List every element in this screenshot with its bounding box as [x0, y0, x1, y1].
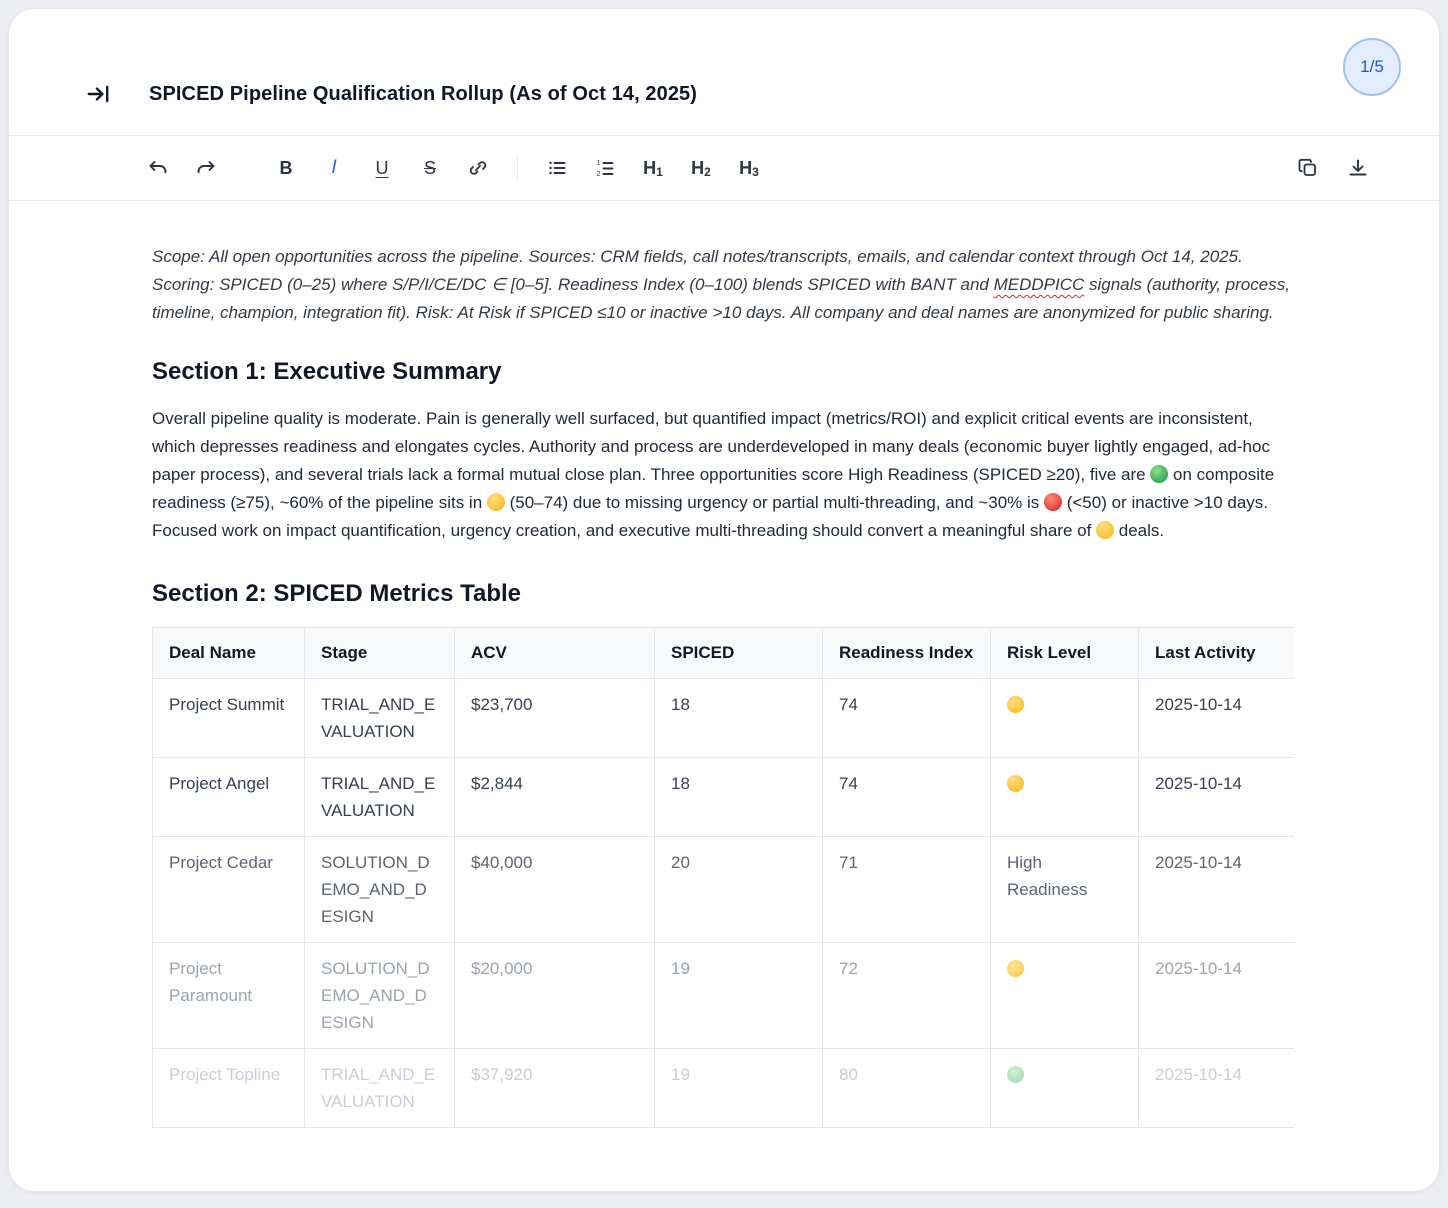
last-activity-cell: 2025-10-14	[1139, 679, 1295, 758]
text-run: deals.	[1114, 521, 1165, 540]
green-circle-emoji	[1150, 465, 1168, 483]
deal-name-cell: Project Angel	[153, 758, 305, 837]
spiced-cell: 18	[655, 679, 823, 758]
red-circle-emoji	[1044, 493, 1062, 511]
bold-button[interactable]: B	[267, 149, 305, 187]
risk-level-cell	[991, 679, 1139, 758]
column-header: Last Activity	[1139, 628, 1295, 679]
acv-cell: $2,844	[455, 758, 655, 837]
yellow-circle-emoji	[1007, 696, 1024, 713]
copy-icon	[1297, 157, 1319, 179]
section1-heading: Section 1: Executive Summary	[152, 358, 502, 385]
redo-icon	[195, 157, 217, 179]
text-run: (<50) or inactive >10 days. Focused work on impact quantification, urgency creation, and executive multi-threading should convert a meaningful share of	[152, 493, 1269, 540]
misspelled-word: MEDDPICC	[993, 275, 1085, 294]
deal-name-cell: Project Cedar	[153, 837, 305, 943]
acv-cell: $37,920	[455, 1049, 655, 1128]
heading1-button[interactable]: H 1	[634, 149, 672, 187]
readiness-cell: 74	[823, 679, 991, 758]
spiced-cell: 19	[655, 943, 823, 1049]
stage-cell: TRIAL_AND_EVALUATION	[305, 1049, 455, 1128]
spiced-cell: 20	[655, 837, 823, 943]
risk-level-cell	[991, 758, 1139, 837]
italic-button[interactable]: I	[315, 149, 353, 187]
spiced-metrics-table	[152, 627, 1294, 1128]
text-run: Scope: All open opportunities across the pipeline. Sources: CRM fields, call notes/transcripts, emails, and calendar context through Oct 14, 2025. Scoring: SPICED (0–25) where S/P/I/CE/DC ∈ [0–5]. Readiness Index (0–100) blends SPICED with BANT and	[152, 247, 1243, 294]
document-title: SPICED Pipeline Qualification Rollup (As of Oct 14, 2025)	[149, 82, 698, 105]
text-run: on composite readiness (≥75), ~60% of the pipeline sits in	[152, 465, 1275, 512]
column-header: Readiness Index	[823, 628, 991, 679]
text-run: (50–74) due to missing urgency or partial multi-threading, and ~30% is	[504, 493, 1044, 512]
spiced-cell: 18	[655, 758, 823, 837]
page-indicator-badge[interactable]: 1/5	[1343, 38, 1401, 96]
table-row	[153, 837, 1295, 943]
column-header: SPICED	[655, 628, 823, 679]
collapse-panel-button[interactable]	[83, 79, 113, 109]
deal-name-cell: Project Paramount	[153, 943, 305, 1049]
link-icon	[467, 157, 489, 179]
link-button[interactable]	[459, 149, 497, 187]
document-body	[9, 201, 1439, 1128]
last-activity-cell: 2025-10-14	[1139, 758, 1295, 837]
stage-cell: TRIAL_AND_EVALUATION	[305, 679, 455, 758]
document-window	[8, 8, 1440, 1192]
scope-paragraph	[152, 243, 1296, 327]
text-run: signals (authority, process, timeline, champion, integration fit). Risk: At Risk if SPICED ≤10 or inactive >10 days. All company and deal names are anonymized for public sharing.	[152, 275, 1290, 322]
redo-button[interactable]	[187, 149, 225, 187]
executive-summary-paragraph	[152, 405, 1296, 545]
section2-heading: Section 2: SPICED Metrics Table	[152, 580, 521, 607]
readiness-cell: 71	[823, 837, 991, 943]
risk-level-cell	[991, 1049, 1139, 1128]
green-circle-emoji	[1007, 1066, 1024, 1083]
bullet-list-icon	[546, 157, 568, 179]
underline-button[interactable]: U	[363, 149, 401, 187]
heading2-button[interactable]: H 2	[682, 149, 720, 187]
stage-cell: SOLUTION_DEMO_AND_DESIGN	[305, 837, 455, 943]
column-header: ACV	[455, 628, 655, 679]
yellow-circle-emoji	[1007, 775, 1024, 792]
table-row	[153, 758, 1295, 837]
readiness-cell: 74	[823, 758, 991, 837]
undo-icon	[147, 157, 169, 179]
readiness-cell: 80	[823, 1049, 991, 1128]
last-activity-cell: 2025-10-14	[1139, 943, 1295, 1049]
strikethrough-button[interactable]: S	[411, 149, 449, 187]
text-run: Overall pipeline quality is moderate. Pain is generally well surfaced, but quantified impact (metrics/ROI) and explicit critical events are inconsistent, which depresses readiness and elongates cycles. Authority and process are underdeveloped in many deals (economic buyer lightly engaged, ad-hoc paper process), and several trials lack a formal mutual close plan. Three opportunities score High Readiness (SPICED ≥20), five are	[152, 409, 1270, 484]
svg-text:1: 1	[596, 160, 601, 167]
heading3-button[interactable]: H 3	[730, 149, 768, 187]
document-header	[9, 9, 1439, 136]
last-activity-cell: 2025-10-14	[1139, 1049, 1295, 1128]
acv-cell: $20,000	[455, 943, 655, 1049]
table-body	[153, 679, 1295, 1128]
download-icon	[1347, 157, 1369, 179]
toolbar-separator	[517, 157, 518, 179]
yellow-circle-emoji	[1096, 521, 1114, 539]
column-header: Deal Name	[153, 628, 305, 679]
copy-button[interactable]	[1289, 149, 1327, 187]
acv-cell: $23,700	[455, 679, 655, 758]
risk-level-cell	[991, 943, 1139, 1049]
bullet-list-button[interactable]	[538, 149, 576, 187]
column-header: Risk Level	[991, 628, 1139, 679]
yellow-circle-emoji	[1007, 960, 1024, 977]
numbered-list-button[interactable]	[586, 149, 624, 187]
readiness-cell: 72	[823, 943, 991, 1049]
metrics-table-container	[152, 627, 1294, 1128]
stage-cell: SOLUTION_DEMO_AND_DESIGN	[305, 943, 455, 1049]
column-header: Stage	[305, 628, 455, 679]
table-row	[153, 679, 1295, 758]
deal-name-cell: Project Summit	[153, 679, 305, 758]
last-activity-cell: 2025-10-14	[1139, 837, 1295, 943]
formatting-toolbar	[9, 136, 1439, 201]
table-row	[153, 943, 1295, 1049]
svg-text:2: 2	[596, 171, 601, 178]
yellow-circle-emoji	[487, 493, 505, 511]
download-button[interactable]	[1339, 149, 1377, 187]
numbered-list-icon	[594, 157, 616, 179]
risk-level-cell: High Readiness	[991, 837, 1139, 943]
stage-cell: TRIAL_AND_EVALUATION	[305, 758, 455, 837]
table-row	[153, 1049, 1295, 1128]
skip-to-end-icon	[85, 81, 111, 107]
table-header-row	[153, 628, 1295, 679]
acv-cell: $40,000	[455, 837, 655, 943]
undo-button[interactable]	[139, 149, 177, 187]
deal-name-cell: Project Topline	[153, 1049, 305, 1128]
spiced-cell: 19	[655, 1049, 823, 1128]
